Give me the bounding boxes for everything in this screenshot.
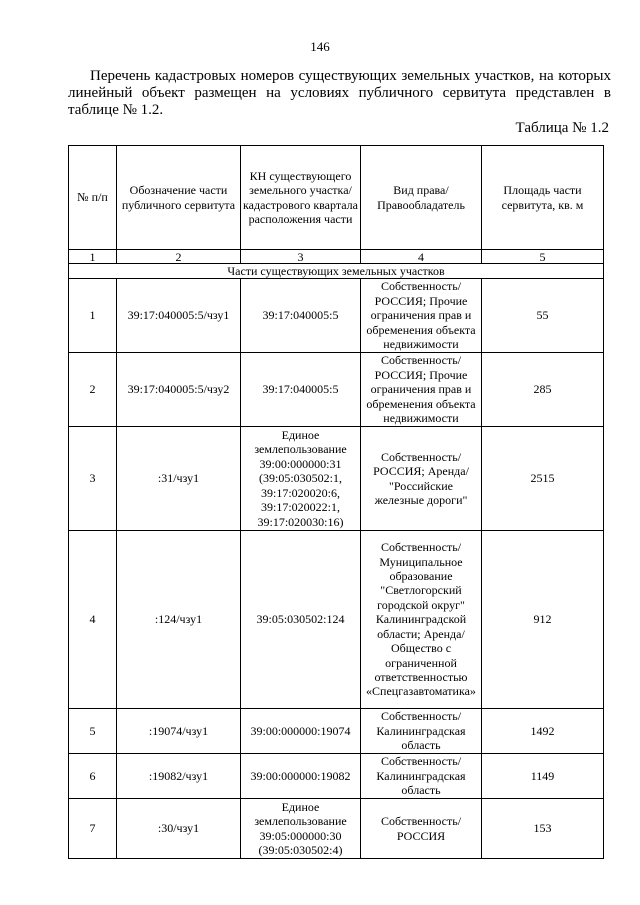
row-designation: 39:17:040005:5/чзу1 [117,279,241,353]
header-cell-area: Площадь части сервитута, кв. м [482,146,604,250]
row-designation: :19082/чзу1 [117,754,241,799]
row-number: 3 [69,427,117,531]
column-number: 4 [361,250,482,264]
row-cadastral: Единое землепользование 39:05:000000:30 (39:05:030502:4) [241,799,361,859]
row-designation: :124/чзу1 [117,531,241,709]
column-number: 5 [482,250,604,264]
table-row [69,754,604,799]
table-caption: Таблица № 1.2 [515,120,609,136]
row-designation: :19074/чзу1 [117,709,241,754]
row-right: Собственность/ РОССИЯ [361,799,482,859]
table-row [69,531,604,709]
row-area: 1492 [482,709,604,754]
section-row [69,264,604,279]
row-area: 285 [482,353,604,427]
table-row [69,799,604,859]
row-right: Собственность/ РОССИЯ; Прочие ограничения прав и обременения объекта недвижимости [361,353,482,427]
row-area: 153 [482,799,604,859]
row-area: 1149 [482,754,604,799]
row-designation: 39:17:040005:5/чзу2 [117,353,241,427]
table-header-row [69,146,604,250]
row-area: 912 [482,531,604,709]
column-number: 1 [69,250,117,264]
header-cell-cadastral: КН существующего земельного участка/ кадастрового квартала расположения части [241,146,361,250]
table-row [69,427,604,531]
intro-paragraph: Перечень кадастровых номеров существующих земельных участков, на которых линейный объект размещен на условиях публичного сервитута представлен в таблице № 1.2. [68,68,611,118]
row-number: 2 [69,353,117,427]
row-right: Собственность/ Калининградская область [361,709,482,754]
row-designation: :31/чзу1 [117,427,241,531]
table-row [69,709,604,754]
row-right: Собственность/ Муниципальное образование "Светлогорский городской округ" Калининградской области; Аренда/ Общество с ограниченной ответственностью «Спецгазавтоматика» [361,531,482,709]
row-number: 7 [69,799,117,859]
row-right: Собственность/ РОССИЯ; Прочие ограничения прав и обременения объекта недвижимости [361,279,482,353]
row-number: 1 [69,279,117,353]
row-designation: :30/чзу1 [117,799,241,859]
column-number: 2 [117,250,241,264]
section-title: Части существующих земельных участков [69,264,604,279]
header-cell-right: Вид права/ Правообладатель [361,146,482,250]
row-right: Собственность/ Калининградская область [361,754,482,799]
row-right: Собственность/ РОССИЯ; Аренда/ "Российские железные дороги" [361,427,482,531]
table-row [69,353,604,427]
servitude-table [68,145,604,859]
table-row [69,279,604,353]
row-cadastral: 39:05:030502:124 [241,531,361,709]
page-number: 146 [310,39,330,54]
column-number-row [69,250,604,264]
row-area: 55 [482,279,604,353]
row-area: 2515 [482,427,604,531]
row-number: 5 [69,709,117,754]
row-cadastral: 39:17:040005:5 [241,279,361,353]
row-cadastral: 39:00:000000:19082 [241,754,361,799]
column-number: 3 [241,250,361,264]
row-cadastral: 39:00:000000:19074 [241,709,361,754]
row-cadastral: Единое землепользование 39:00:000000:31 (39:05:030502:1, 39:17:020020:6, 39:17:020022:1, 39:17:020030:16) [241,427,361,531]
header-cell-designation: Обозначение части публичного сервитута [117,146,241,250]
header-cell-number: № п/п [69,146,117,250]
row-cadastral: 39:17:040005:5 [241,353,361,427]
row-number: 6 [69,754,117,799]
row-number: 4 [69,531,117,709]
